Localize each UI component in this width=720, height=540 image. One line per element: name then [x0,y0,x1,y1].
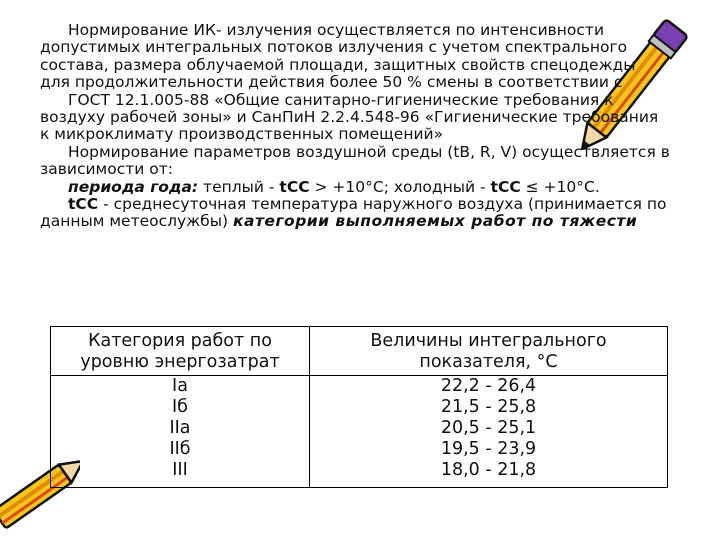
main-text [40,22,670,231]
tcc-symbol: tСС [490,177,521,196]
table-row [51,418,668,439]
table-cell-value: 21,5 - 25,8 [310,397,668,418]
season-label: периода года: [68,177,199,196]
table-header-category: Категория работ по уровню энергозатрат [51,327,310,376]
table-cell-category: Iа [51,376,310,398]
paragraph-ik-norm: Нормирование ИК- излучения осуществляется по интенсивности допустимых интегральных потоков излучения с учетом спектрального состава, размера облучаемой площади, защитных свойств спецодежды для продолжительности действия более 50 % смены в соответствии с [40,21,636,92]
table-header-row [51,327,668,376]
table-row [51,376,668,398]
table-row [51,460,668,488]
paragraph-season [40,179,670,196]
table-cell-value: 22,2 - 26,4 [310,376,668,398]
tcc-symbol: tСС [68,195,99,214]
table-row [51,439,668,460]
season-text-1: теплый - [198,177,280,196]
table-cell-value: 19,5 - 23,9 [310,439,668,460]
paragraph-tcc-def [40,196,670,231]
tcc-definition: - среднесуточная температура наружного воздуха (принимается по данным метеослужбы) [40,195,667,231]
table-cell-value: 20,5 - 25,1 [310,418,668,439]
work-category-table [50,326,668,488]
table-cell-value: 18,0 - 21,8 [310,460,668,488]
table-cell-category: IIа [51,418,310,439]
season-text-3: ≤ +10°С. [520,177,600,196]
table-header-value: Величины интегрального показателя, °С [310,327,668,376]
paragraph-air-params: Нормирование параметров воздушной среды (tВ, R, V) осуществляется в зависимости от: [40,142,670,179]
table-cell-category: IIб [51,439,310,460]
work-categories-heading: категории выполняемых работ по тяжести [232,212,638,231]
table-cell-category: Iб [51,397,310,418]
season-text-2: > +10°С; холодный - [309,177,491,196]
table-row [51,397,668,418]
paragraph-gost: ГОСТ 12.1.005-88 «Общие санитарно-гигиенические требования к воздуху рабочей зоны» и СанПиН 2.2.4.548-96 «Гигиенические требования к микроклимату производственных помещений» [40,90,659,144]
tcc-symbol: tСС [279,177,310,196]
table-cell-category: III [51,460,310,488]
